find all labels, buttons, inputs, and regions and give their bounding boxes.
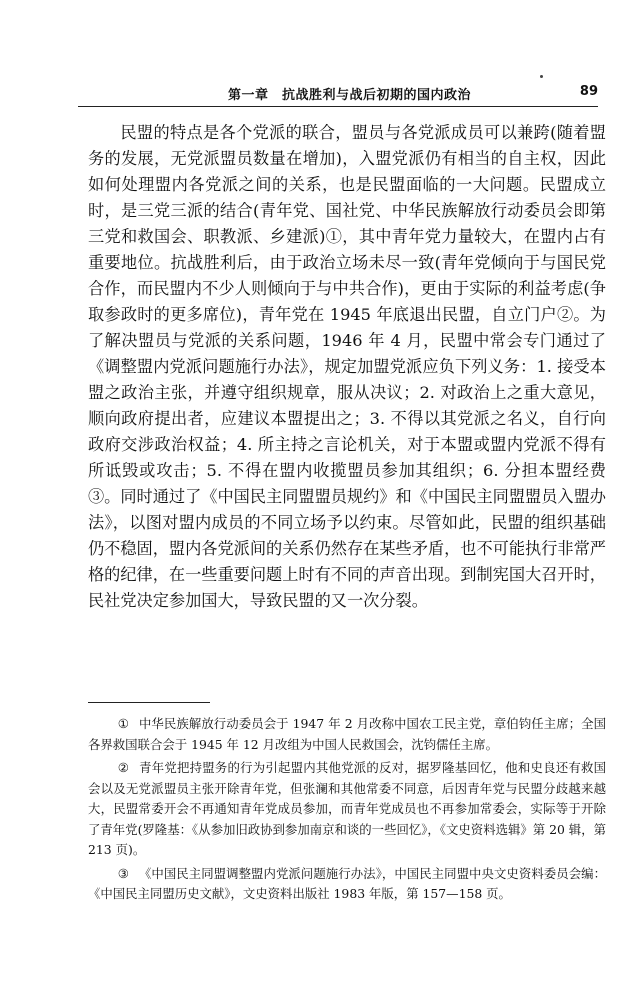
footnote-1 — [88, 714, 606, 755]
footnote-2-text: 青年党把持盟务的行为引起盟内其他党派的反对，据罗隆基回忆，他和史良还有救国会以及无党派盟员主张开除青年党，但张澜和其他常委不同意，后因青年党与民盟分歧越来越大，民盟常委开会不再通知青年党成员参加，而青年党成员也不再参加常委会，实际等于开除了青年党(罗隆基：《从参加旧政协到参加南京和谈的一些回忆》，《文史资料选辑》第 20 辑，第 213 页)。 — [88, 760, 606, 857]
footnote-2 — [88, 758, 606, 861]
running-header — [78, 84, 598, 106]
chapter-title: 第一章 抗战胜利与战后初期的国内政治 — [228, 88, 472, 103]
footnote-1-text: 中华民族解放行动委员会于 1947 年 2 月改称中国农工民主党，章伯钧任主席；全国各界救国联合会于 1945 年 12 月改组为中国人民救国会，沈钧儒任主席。 — [88, 716, 607, 752]
footnote-separator — [88, 702, 210, 703]
footnote-1-mark: ① — [117, 716, 129, 731]
footnote-3 — [88, 864, 606, 905]
footnote-3-text: 《中国民主同盟调整盟内党派问题施行办法》，中国民主同盟中央文史资料委员会编：《中国民主同盟历史文献》，文史资料出版社 1983 年版，第 157—158 页。 — [88, 865, 606, 901]
scan-speck — [540, 75, 543, 78]
body-paragraph: 民盟的特点是各个党派的联合，盟员与各党派成员可以兼跨(随着盟务的发展，无党派盟员数量在增加)，入盟党派仍有相当的自主权，因此如何处理盟内各党派之间的关系，也是民盟面临的一大问题。民盟成立时，是三党三派的结合(青年党、国社党、中华民族解放行动委员会即第三党和救国会、职教派、乡建派)①，其中青年党力量较大，在盟内占有重要地位。抗战胜利后，由于政治立场未尽一致(青年党倾向于与国民党合作，而民盟内不少人则倾向于与中共合作)，更由于实际的利益考虑(争取参政时的更多席位)，青年党在 1945 年底退出民盟，自立门户②。为了解决盟员与党派的关系问题，1946 年 4 月，民盟中常会专门通过了《调整盟内党派问题施行办法》，规定加盟党派应负下列义务：1. 接受本盟之政治主张，并遵守组织规章，服从决议；2. 对政治上之重大意见，顺向政府提出者，应建议本盟提出之；3. 不得以其党派之名义，自行向政府交涉政治权益；4. 所主持之言论机关，对于本盟或盟内党派不得有所诋毁或攻击；5. 不得在盟内收揽盟员参加其组织；6. 分担本盟经费③。同时通过了《中国民主同盟盟员规约》和《中国民主同盟盟员入盟办法》，以图对盟内成员的不同立场予以约束。尽管如此，民盟的组织基础仍不稳固，盟内各党派间的关系仍然存在某些矛盾，也不可能执行非常严格的纪律，在一些重要问题上时有不同的声音出现。到制宪国大召开时，民社党决定参加国大，导致民盟的又一次分裂。 — [88, 123, 606, 610]
footnote-2-mark: ② — [117, 760, 130, 775]
header-rule — [78, 106, 598, 107]
footnotes — [88, 714, 606, 908]
page-number: 89 — [579, 84, 598, 99]
footnote-3-mark: ③ — [117, 865, 129, 881]
